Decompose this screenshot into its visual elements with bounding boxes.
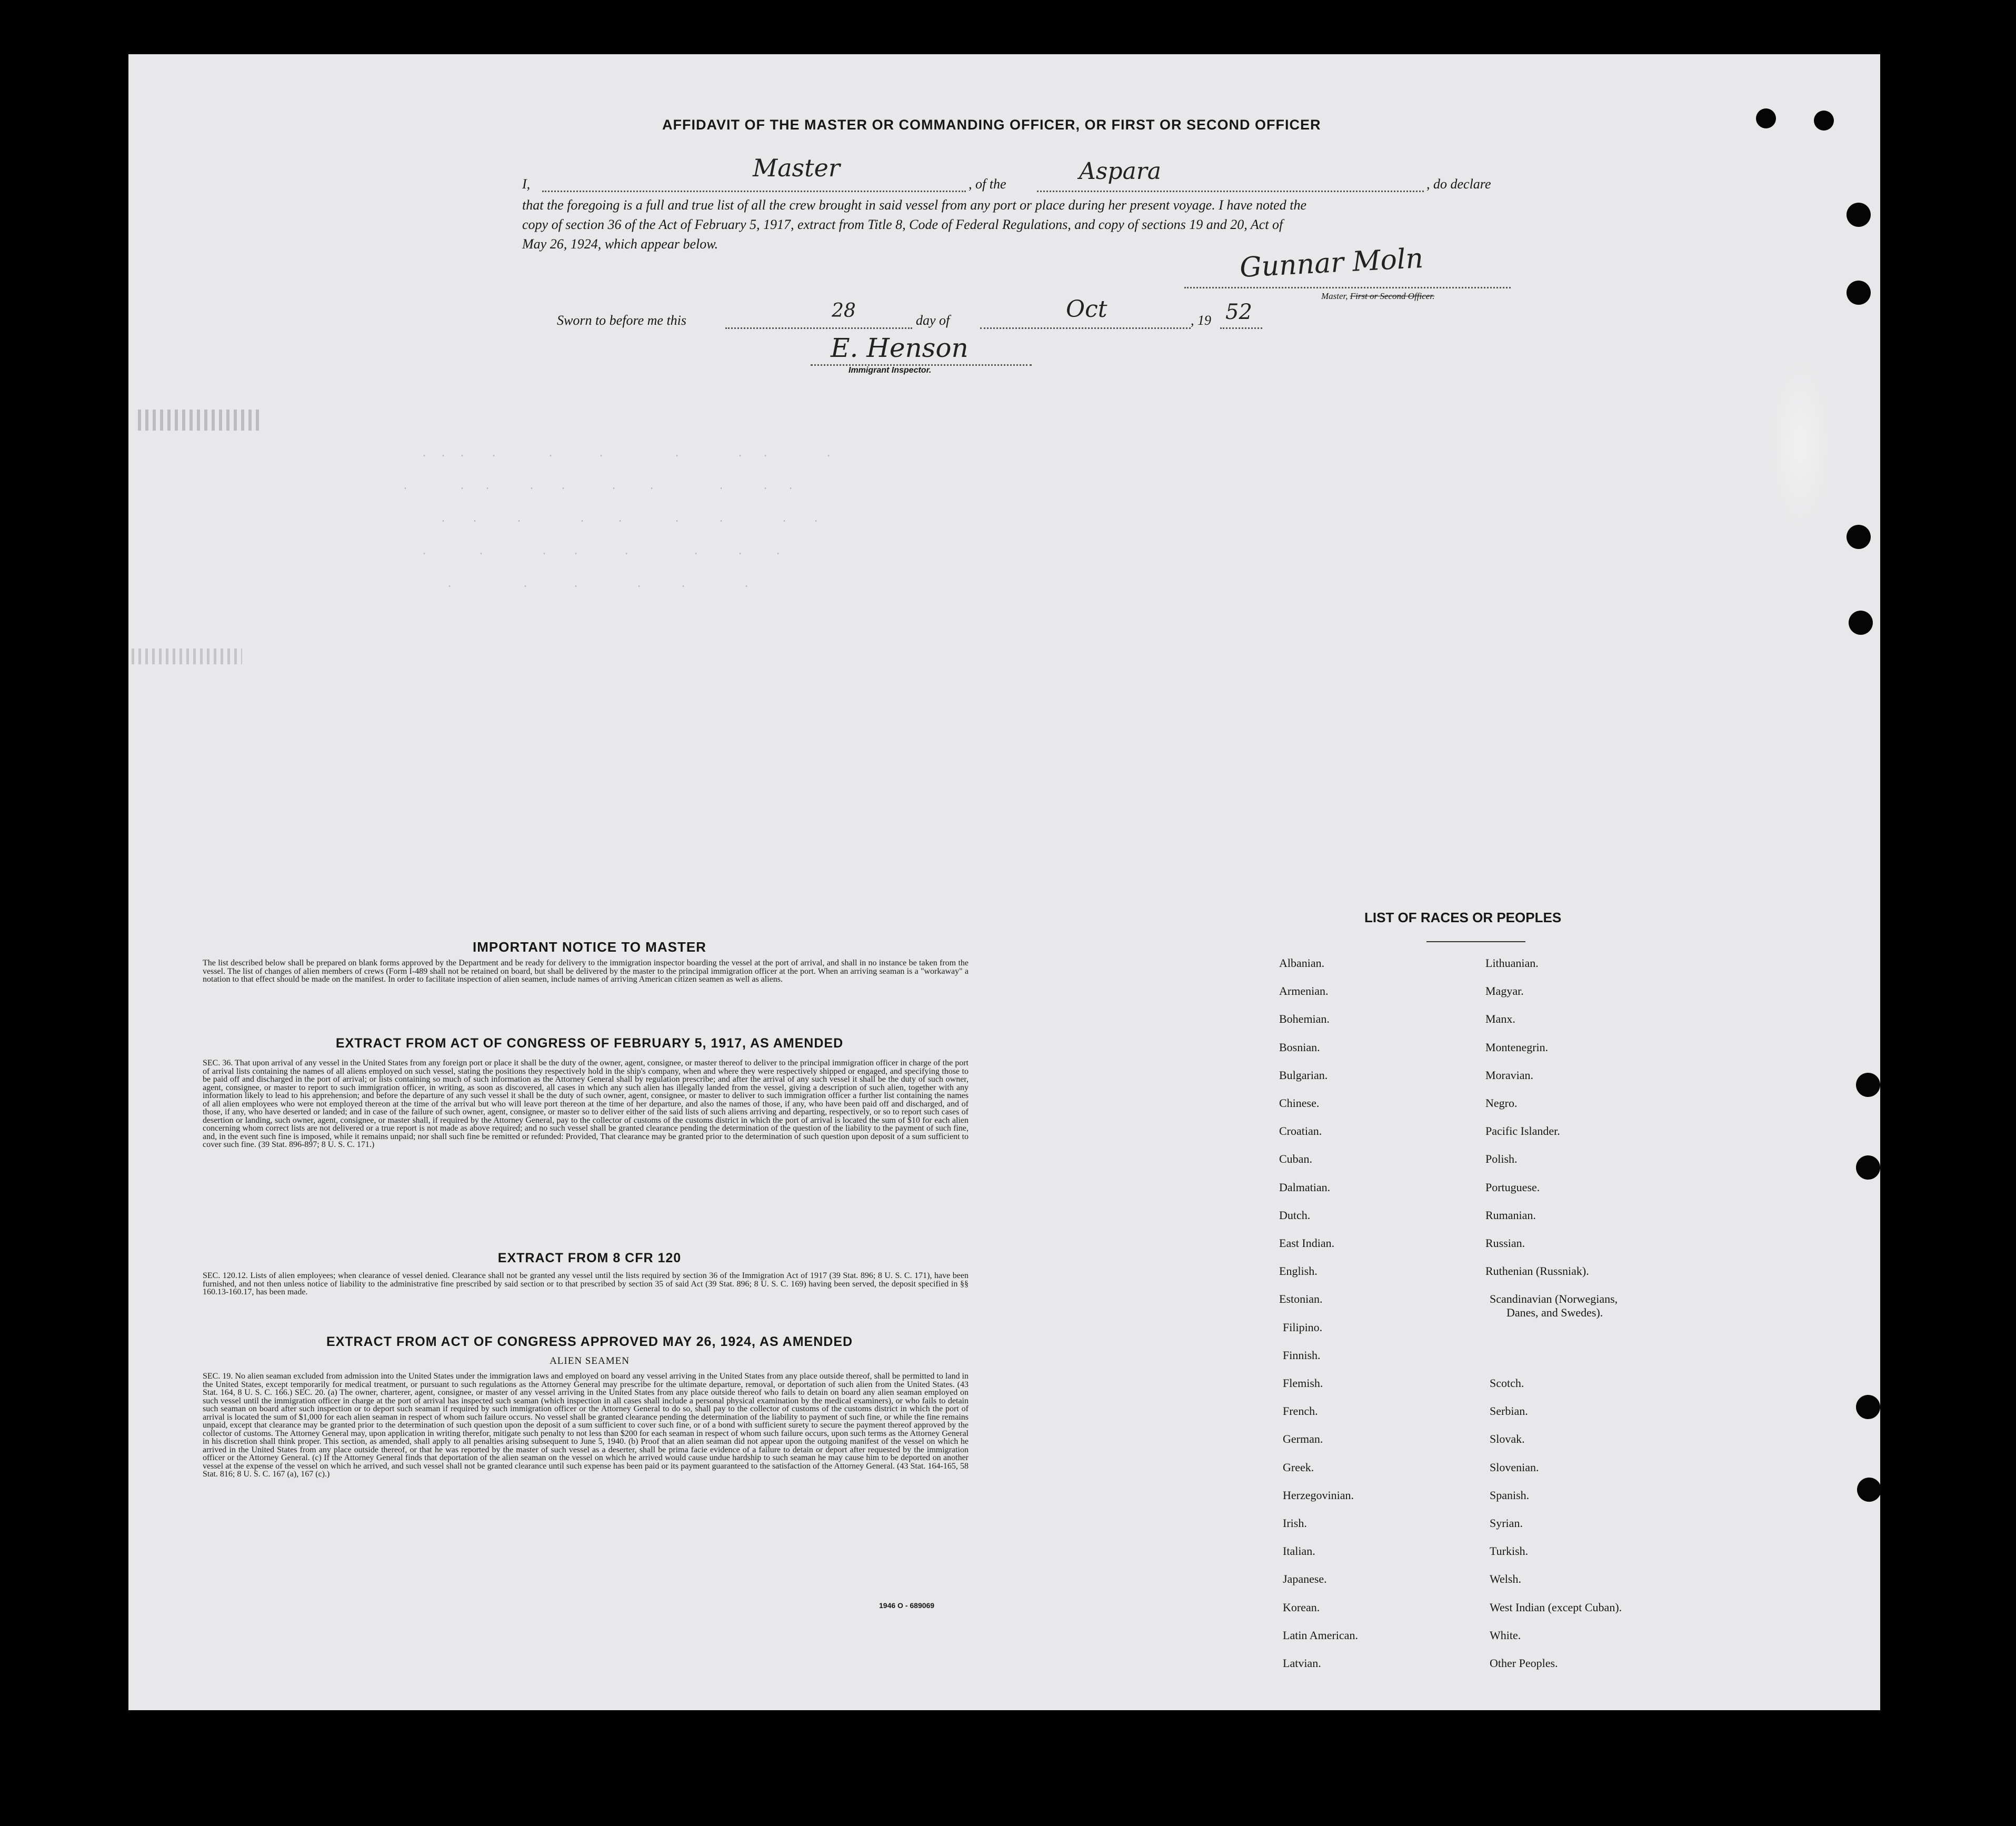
sworn-month: Oct (1066, 296, 1107, 323)
race-item: Syrian. (1490, 1516, 1523, 1530)
race-item: Latin American. (1283, 1628, 1358, 1642)
race-item: Italian. (1283, 1544, 1315, 1558)
embossed-seal (1769, 358, 1832, 532)
name-blank (542, 191, 966, 192)
race-item: Dalmatian. (1279, 1180, 1331, 1194)
extract-1924-body: SEC. 19. No alien seaman excluded from admission into the United States under the immigration laws and employed on board any vessel arriving in the United States from any place outside thereof, shall be permitted to land in the United States, except temporarily for medical treatment, or pursuant to such regulations as the Attorney General may prescribe for the ultimate departure, removal, or deportation of such alien from the United States. (43 Stat. 164, 8 U. S. C. 166.) SEC. 20. (a) The owner, charterer, agent, consignee, or master of any vessel arriving in the United States from any place outside thereof who fails to detain on board any alien seaman employed on such vessel until the immigration officer in charge at the port of arrival has inspected such seaman (which inspection in all cases shall include a personal physical examination by the medical examiners), or who fails to detain such seaman on board after such inspection or to deport such seaman if required by such immigration officer or the Attorney General to do so, shall pay to the collector of customs of the customs district in which the port of arrival is located the sum of $1,000 for each alien seaman in respect of whom such failure occurs. No vessel shall be granted clearance pending the determination of the liability to payment of such fine, or while the fine remains unpaid, except that clearance may be granted prior to the determination of such question upon the deposit of a sum sufficient to cover such fine, or of a bond with sufficient surety to secure the payment thereof approved by the collector of customs. The Attorney General may, upon application in writing therefor, mitigate such penalty to not less than $200 for each seaman in respect of whom such failure occurs, upon such terms as the Attorney General in his discretion shall think proper. This section, as amended, shall apply to all penalties arising subsequent to June 5, 1940. (b) Proof that an alien seaman did not appear upon the outgoing manifest of the vessel on which he arrived in the United States from any place outside thereof, or that he was reported by the master of such vessel as a deserter, shall be prima facie evidence of a failure to detain or deport after requested by the immigration officer or the Attorney General. (c) If the Attorney General finds that deportation of the alien seaman on the vessel on which he arrived would cause undue hardship to such seaman he may cause him to be deported on another vessel at the expense of the vessel on which he arrived, and such vessel shall not be granted clearance until such expense has been paid or its payment guaranteed to the satisfaction of the Attorney General. (43 Stat. 164-165, 58 Stat. 816; 8 U. S. C. 167 (a), 167 (c).) (203, 1372, 969, 1479)
race-item: Flemish. (1283, 1376, 1323, 1390)
sworn-day: 28 (832, 300, 856, 322)
punch-hole (1756, 108, 1776, 128)
extract-cfr-title: EXTRACT FROM 8 CFR 120 (497, 1251, 682, 1265)
race-item: Chinese. (1279, 1096, 1320, 1110)
struck-officer-label: First or Second Officer. (1350, 291, 1435, 301)
race-item: German. (1283, 1432, 1323, 1446)
bleed-through-text: . . . . . . . . . . . . . . . . . . . . . . . . . . . . . . . . . . . . . . . . . . . (402, 448, 832, 591)
do-declare-label: , do declare (1426, 176, 1491, 192)
punch-hole (1847, 203, 1871, 227)
race-item: Korean. (1283, 1600, 1320, 1614)
race-item: Japanese. (1283, 1572, 1327, 1586)
race-item: Estonian. (1279, 1292, 1323, 1306)
punch-hole (1856, 1155, 1880, 1180)
race-item: French. (1283, 1404, 1318, 1418)
race-item: Slovak. (1490, 1432, 1525, 1446)
race-item: Manx. (1485, 1012, 1515, 1026)
race-item: Finnish. (1283, 1348, 1321, 1362)
race-item: Magyar. (1485, 984, 1524, 998)
race-item: Other Peoples. (1490, 1657, 1558, 1670)
master-signature: Gunnar Moln (1239, 242, 1424, 284)
sworn-month-blank (980, 327, 1191, 329)
race-item: Rumanian. (1485, 1208, 1536, 1222)
race-item: Ruthenian (Russniak). (1485, 1264, 1589, 1278)
day-of-label: day of (916, 313, 950, 328)
of-the-label: , of the (969, 176, 1006, 192)
master-title-label (1321, 291, 1434, 302)
race-item: Filipino. (1283, 1320, 1323, 1334)
print-code: 1946 O - 689069 (879, 1601, 935, 1610)
extract-1917-title: EXTRACT FROM ACT OF CONGRESS OF FEBRUARY 5, 1917, AS AMENDED (335, 1036, 844, 1051)
race-item: West Indian (except Cuban). (1490, 1600, 1622, 1614)
race-item: Latvian. (1283, 1657, 1321, 1670)
punch-hole (1847, 525, 1871, 549)
race-item: Danes, and Swedes). (1506, 1306, 1603, 1320)
race-item: Albanian. (1279, 956, 1325, 970)
affidavit-line-3: copy of section 36 of the Act of February 5, 1917, extract from Title 8, Code of Federal Regulations, and copy of sections 19 and 20, Act of (522, 217, 1283, 232)
punch-hole (1857, 1478, 1881, 1502)
extract-cfr-body: SEC. 120.12. Lists of alien employees; when clearance of vessel denied. Clearance shall not be granted any vessel until the lists required by section 36 of the Immigration Act of 1917 (39 Stat. 896; 8 U. S. C. 171), have been furnished, and not then unless notice of liability to the administrative fine prescribed by said section or to that prescribed by section 35 of said Act (39 Stat. 896; 8 U. S. C. 169) having been served, the deposit specified in §§ 160.13-160.17, has been made. (203, 1271, 969, 1296)
master-label: Master, (1321, 291, 1348, 301)
punch-hole (1856, 1395, 1880, 1419)
race-item: Armenian. (1279, 984, 1329, 998)
race-item: Russian. (1485, 1236, 1525, 1250)
race-item: Bosnian. (1279, 1040, 1320, 1054)
race-item: Portuguese. (1485, 1180, 1540, 1194)
race-item: Negro. (1485, 1096, 1518, 1110)
race-item: Dutch. (1279, 1208, 1311, 1222)
punch-hole (1847, 281, 1871, 305)
race-item: Pacific Islander. (1485, 1124, 1560, 1138)
race-item: Scandinavian (Norwegians, (1490, 1292, 1618, 1306)
notice-body: The list described below shall be prepared on blank forms approved by the Department and be ready for delivery to the immigration inspector boarding the vessel at the port of arrival, and shall in no instance be taken from the vessel. The list of changes of alien members of crews (Form I-489 shall not be retained on board, but shall be delivered by the master to the principal immigration officer at the port. When an arriving seaman is a "workaway" a notation to that effect should be made on the manifest. In order to facilitate inspection of alien seamen, include names of arriving American citizen seamen as well as aliens. (203, 959, 969, 984)
affidavit-i-label: I, (522, 176, 531, 192)
ink-bleed-mark (132, 648, 242, 664)
inspector-label: Immigrant Inspector. (849, 366, 932, 375)
races-title-rule (1426, 941, 1525, 942)
race-item: Bulgarian. (1279, 1068, 1328, 1082)
ink-bleed-mark (138, 410, 259, 431)
race-item: Bohemian. (1279, 1012, 1330, 1026)
master-signature-line (1184, 287, 1511, 288)
race-item: Montenegrin. (1485, 1040, 1549, 1054)
notice-title: IMPORTANT NOTICE TO MASTER (473, 939, 706, 955)
sworn-year: 52 (1225, 300, 1252, 324)
race-item: Moravian. (1485, 1068, 1534, 1082)
race-item: Serbian. (1490, 1404, 1528, 1418)
year-prefix: , 19 (1191, 313, 1211, 328)
race-item: East Indian. (1279, 1236, 1335, 1250)
extract-1917-body: SEC. 36. That upon arrival of any vessel in the United States from any foreign port or place it shall be the duty of the owner, agent, consignee, or master thereof to deliver to the principal immigration officer in charge of the port of arrival lists containing the names of all aliens employed on such vessel, stating the positions they respectively hold in the ship's company, when and where they were respectively shipped or engaged, and specifying those to be paid off and discharged in the port of arrival; or lists containing so much of such information as the Attorney General shall by regulation prescribe; and after the arrival of any such vessel it shall be the duty of such owner, agent, consignee, or master to report to such immigration officer, in writing, as soon as discovered, all cases in which any such alien has illegally landed from the vessel, giving a description of such alien, together with any information likely to lead to his apprehension; and before the departure of any such vessel it shall be the duty of such owner, agent, consignee, or master to deliver to such immigration officer a further list containing the names of all alien employees who were not employed thereon at the time of the arrival but who will leave port thereon at the time of her departure, and also the names of those, if any, who have been paid off and discharged, and of those, if any, who have deserted or landed; and in case of the failure of such owner, agent, consignee, or master so to deliver either of the said lists of such aliens arriving and departing, respectively, or so to report such cases of desertion or landing, such owner, agent, consignee, or master shall, if required by the Attorney General, pay to the collector of customs of the customs district in which the port of arrival is located the sum of $10 for each alien concerning whom correct lists are not delivered or a true report is not made as above required; and no such vessel shall be granted clearance pending the determination of the question of the liability to the payment of such fine, and, in the event such fine is imposed, while it remains unpaid; nor shall such fine be remitted or refunded: Provided, That clearance may be granted prior to the determination of such question upon deposit of a sum sufficient to cover such fine. (39 Stat. 896-897; 8 U. S. C. 171.) (203, 1059, 969, 1149)
race-item: Scotch. (1490, 1376, 1524, 1390)
race-item: Polish. (1485, 1152, 1518, 1166)
affidavit-line-4: May 26, 1924, which appear below. (522, 236, 718, 252)
vessel-blank (1037, 191, 1424, 192)
race-item: Welsh. (1490, 1572, 1521, 1586)
extract-1924-title: EXTRACT FROM ACT OF CONGRESS APPROVED MAY 26, 1924, AS AMENDED (326, 1334, 853, 1349)
affidavit-title: AFFIDAVIT OF THE MASTER OR COMMANDING OFFICER, OR FIRST OR SECOND OFFICER (662, 117, 1321, 133)
race-item: Turkish. (1490, 1544, 1529, 1558)
sworn-day-blank (725, 327, 912, 329)
race-item: Herzegovinian. (1283, 1488, 1354, 1502)
sworn-label: Sworn to before me this (557, 313, 687, 328)
race-item: Irish. (1283, 1516, 1307, 1530)
race-item: White. (1490, 1628, 1521, 1642)
punch-hole (1849, 611, 1873, 635)
race-item: Lithuanian. (1485, 956, 1539, 970)
handwritten-vessel: Aspara (1079, 158, 1162, 185)
inspector-signature: E. Henson (831, 333, 969, 363)
handwritten-role: Master (753, 154, 840, 182)
race-item: Cuban. (1279, 1152, 1312, 1166)
race-item: Spanish. (1490, 1488, 1530, 1502)
races-title: LIST OF RACES OR PEOPLES (1364, 910, 1562, 925)
punch-hole (1856, 1073, 1880, 1097)
sworn-year-blank (1220, 327, 1262, 329)
alien-seamen-subtitle: ALIEN SEAMEN (550, 1355, 630, 1366)
punch-hole (1814, 111, 1834, 131)
race-item: Greek. (1283, 1460, 1314, 1474)
race-item: English. (1279, 1264, 1318, 1278)
race-item: Slovenian. (1490, 1460, 1539, 1474)
race-item: Croatian. (1279, 1124, 1322, 1138)
affidavit-line-2: that the foregoing is a full and true list of all the crew brought in said vessel from any port or place during her present voyage. I have noted the (522, 197, 1306, 213)
